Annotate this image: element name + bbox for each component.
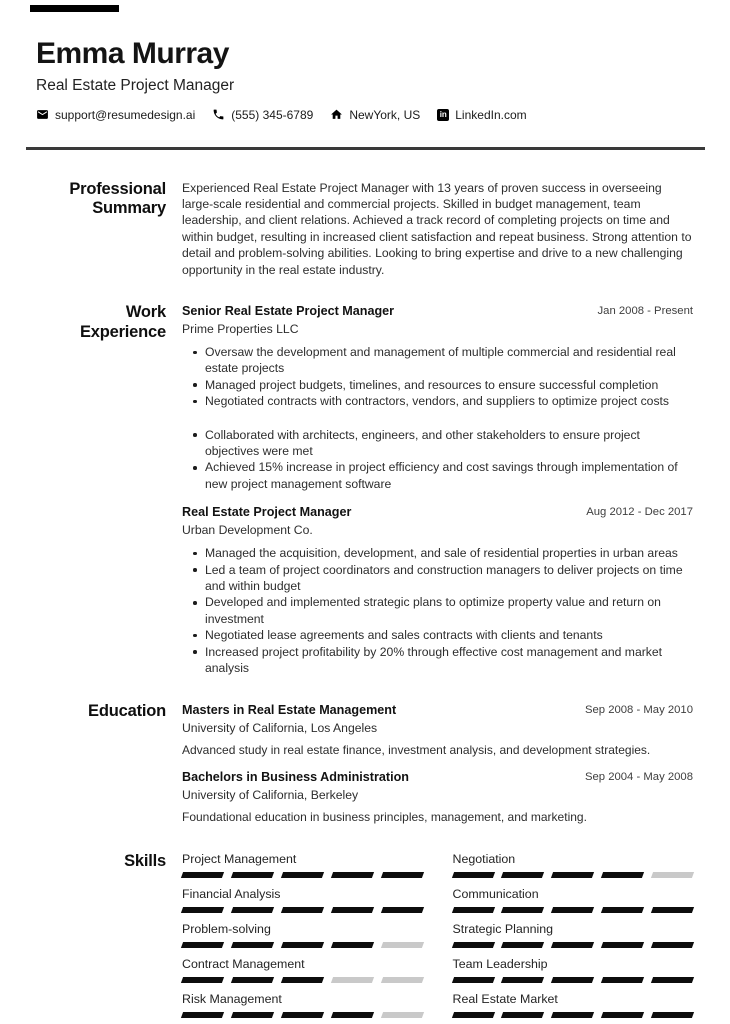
section-skills <box>36 852 693 1018</box>
skill-bar <box>182 977 423 983</box>
skills-column-left <box>182 852 423 1018</box>
skill-bar-segment <box>551 1012 594 1018</box>
contact-item-phone <box>212 108 313 122</box>
job-bullet: Increased project profitability by 20% through effective cost management and market analysis <box>182 644 693 677</box>
skill-bar <box>453 1012 694 1018</box>
skill-label: Financial Analysis <box>182 887 281 902</box>
skill-bar-segment <box>601 977 644 983</box>
job-company: Prime Properties LLC <box>182 321 299 336</box>
skill-bar-segment <box>451 942 494 948</box>
job-bullet: Managed the acquisition, development, and sale of residential properties in urban areas <box>182 545 693 561</box>
education-dates: Sep 2004 - May 2008 <box>584 771 693 784</box>
contact-email-text: support@resumedesign.ai <box>55 107 196 122</box>
skill-bar-segment <box>451 977 494 983</box>
skill-bar-segment <box>551 907 594 913</box>
skill-label: Project Management <box>182 852 297 867</box>
job-title: Real Estate Project Manager <box>182 505 352 520</box>
skill-bar-segment <box>281 1012 324 1018</box>
education-heading: Education <box>88 702 166 721</box>
skill-bar-segment <box>181 907 224 913</box>
job-bullet: Collaborated with architects, engineers, and other stakeholders to ensure project objectives were met <box>182 427 693 460</box>
school-name: University of California, Los Angeles <box>182 721 378 736</box>
contact-phone-text: (555) 345-6789 <box>231 107 314 122</box>
skill-label: Problem-solving <box>182 922 271 937</box>
section-work-experience <box>36 303 693 677</box>
skill-bar-segment <box>451 872 494 878</box>
skill-bar-segment <box>381 872 424 878</box>
education-entry <box>182 702 693 758</box>
job-bullet-list <box>182 545 693 676</box>
skill-bar <box>182 907 423 913</box>
skill-bar <box>453 872 694 878</box>
contact-location-text: NewYork, US <box>349 107 421 122</box>
phone-icon <box>212 108 225 121</box>
contact-item-email <box>36 108 195 122</box>
skill-bar-segment <box>551 872 594 878</box>
job-bullet: Negotiated contracts with contractors, vendors, and suppliers to optimize project costs <box>182 393 693 409</box>
skill-bar-segment <box>181 977 224 983</box>
skill-bar <box>453 907 694 913</box>
skill-bar <box>182 942 423 948</box>
skill-bar-segment <box>381 1012 424 1018</box>
skill-item <box>453 922 694 948</box>
summary-text: Experienced Real Estate Project Manager with 13 years of proven success in overseeing large-scale residential and commercial projects. Skilled in budget management, team leadership, and client relations. Achieved a track record of completing projects on time and within budget, resulting in increased client satisfaction and repeat business. Strong attention to detail and problem-solving abilities. Looking to bring expertise and drive to a new challenging opportunity in the real estate industry. <box>182 180 692 277</box>
skill-bar-segment <box>381 907 424 913</box>
job-dates: Aug 2012 - Dec 2017 <box>586 506 693 519</box>
skill-bar-segment <box>231 872 274 878</box>
job-entry <box>182 504 693 676</box>
education-entry <box>182 769 693 825</box>
job-title: Senior Real Estate Project Manager <box>182 303 395 318</box>
skill-label: Real Estate Market <box>452 992 558 1007</box>
skill-bar-segment <box>381 942 424 948</box>
skill-bar-segment <box>281 872 324 878</box>
skill-item <box>182 922 423 948</box>
skill-item <box>453 852 694 878</box>
job-entry <box>182 303 693 492</box>
skill-bar-segment <box>181 942 224 948</box>
summary-heading: Professional Summary <box>69 179 166 218</box>
skill-bar-segment <box>331 1012 374 1018</box>
skill-bar-segment <box>181 1012 224 1018</box>
work-heading: Work Experience <box>79 302 166 341</box>
skill-item <box>182 852 423 878</box>
skill-bar-segment <box>331 942 374 948</box>
skill-item <box>453 957 694 983</box>
school-name: University of California, Berkeley <box>182 788 359 803</box>
job-bullet: Achieved 15% increase in project efficiency and cost savings through implementation of new project management software <box>182 459 693 492</box>
education-header <box>182 769 693 803</box>
job-bullet-list <box>182 344 693 492</box>
skill-bar <box>453 977 694 983</box>
skill-bar-segment <box>181 872 224 878</box>
contact-linkedin-text: LinkedIn.com <box>455 107 527 122</box>
skill-bar-segment <box>331 977 374 983</box>
skill-bar-segment <box>651 942 694 948</box>
job-bullet: Managed project budgets, timelines, and resources to ensure successful completion <box>182 377 693 393</box>
skill-bar-segment <box>281 907 324 913</box>
home-icon <box>330 108 343 121</box>
skill-bar-segment <box>651 977 694 983</box>
header-divider <box>26 147 705 150</box>
education-dates: Sep 2008 - May 2010 <box>584 704 693 717</box>
education-description: Advanced study in real estate finance, investment analysis, and development strategies. <box>182 743 651 758</box>
skill-label: Strategic Planning <box>452 922 554 937</box>
top-accent-bar <box>30 5 119 12</box>
linkedin-icon: in <box>437 109 449 121</box>
skill-bar-segment <box>231 977 274 983</box>
skill-bar-segment <box>551 977 594 983</box>
skill-bar-segment <box>551 942 594 948</box>
skill-label: Contract Management <box>182 957 305 972</box>
skill-bar-segment <box>451 907 494 913</box>
job-bullet: Led a team of project coordinators and construction managers to deliver projects on time and within budget <box>182 562 693 595</box>
skill-item <box>182 887 423 913</box>
contact-row <box>36 108 693 122</box>
skill-bar-segment <box>331 872 374 878</box>
skill-bar-segment <box>651 1012 694 1018</box>
skill-bar-segment <box>231 942 274 948</box>
skill-bar-segment <box>601 872 644 878</box>
skill-bar <box>453 942 694 948</box>
skill-bar <box>182 1012 423 1018</box>
skill-bar-segment <box>231 1012 274 1018</box>
skills-heading: Skills <box>124 852 166 871</box>
skill-bar-segment <box>281 942 324 948</box>
job-bullet: Oversaw the development and management of multiple commercial and residential real estate projects <box>182 344 693 377</box>
skill-bar-segment <box>501 977 544 983</box>
section-education <box>36 702 693 825</box>
skill-bar-segment <box>231 907 274 913</box>
skill-label: Negotiation <box>452 852 516 867</box>
degree-title: Masters in Real Estate Management <box>182 703 397 718</box>
education-description: Foundational education in business principles, management, and marketing. <box>182 810 587 825</box>
skills-grid <box>182 852 693 1018</box>
skill-label: Risk Management <box>182 992 282 1007</box>
skill-item <box>182 992 423 1018</box>
skill-bar-segment <box>451 1012 494 1018</box>
person-name: Emma Murray <box>36 37 229 70</box>
envelope-icon <box>36 108 49 121</box>
skill-bar-segment <box>601 1012 644 1018</box>
skill-bar <box>182 872 423 878</box>
skill-bar-segment <box>601 942 644 948</box>
job-header <box>182 303 693 337</box>
education-entries <box>182 702 693 825</box>
skill-bar-segment <box>651 872 694 878</box>
skill-bar-segment <box>501 907 544 913</box>
skill-item <box>182 957 423 983</box>
job-dates: Jan 2008 - Present <box>597 304 693 317</box>
job-bullet: Negotiated lease agreements and sales contracts with clients and tenants <box>182 627 693 643</box>
skill-label: Communication <box>452 887 539 902</box>
skill-item <box>453 887 694 913</box>
education-header <box>182 702 693 736</box>
job-bullet: Developed and implemented strategic plans to optimize property value and return on investment <box>182 594 693 627</box>
skill-item <box>453 992 694 1018</box>
skill-bar-segment <box>281 977 324 983</box>
skill-bar-segment <box>651 907 694 913</box>
degree-title: Bachelors in Business Administration <box>182 770 409 785</box>
skill-bar-segment <box>601 907 644 913</box>
skills-column-right <box>453 852 694 1018</box>
work-entries <box>182 303 693 677</box>
skill-bar-segment <box>331 907 374 913</box>
job-company: Urban Development Co. <box>182 523 313 538</box>
job-header <box>182 504 693 538</box>
person-job-title: Real Estate Project Manager <box>36 76 235 94</box>
contact-item-location <box>330 108 420 122</box>
skill-bar-segment <box>501 942 544 948</box>
section-professional-summary <box>36 180 693 278</box>
skill-label: Team Leadership <box>452 957 548 972</box>
contact-item-linkedin <box>437 108 526 122</box>
skill-bar-segment <box>381 977 424 983</box>
skill-bar-segment <box>501 872 544 878</box>
skill-bar-segment <box>501 1012 544 1018</box>
